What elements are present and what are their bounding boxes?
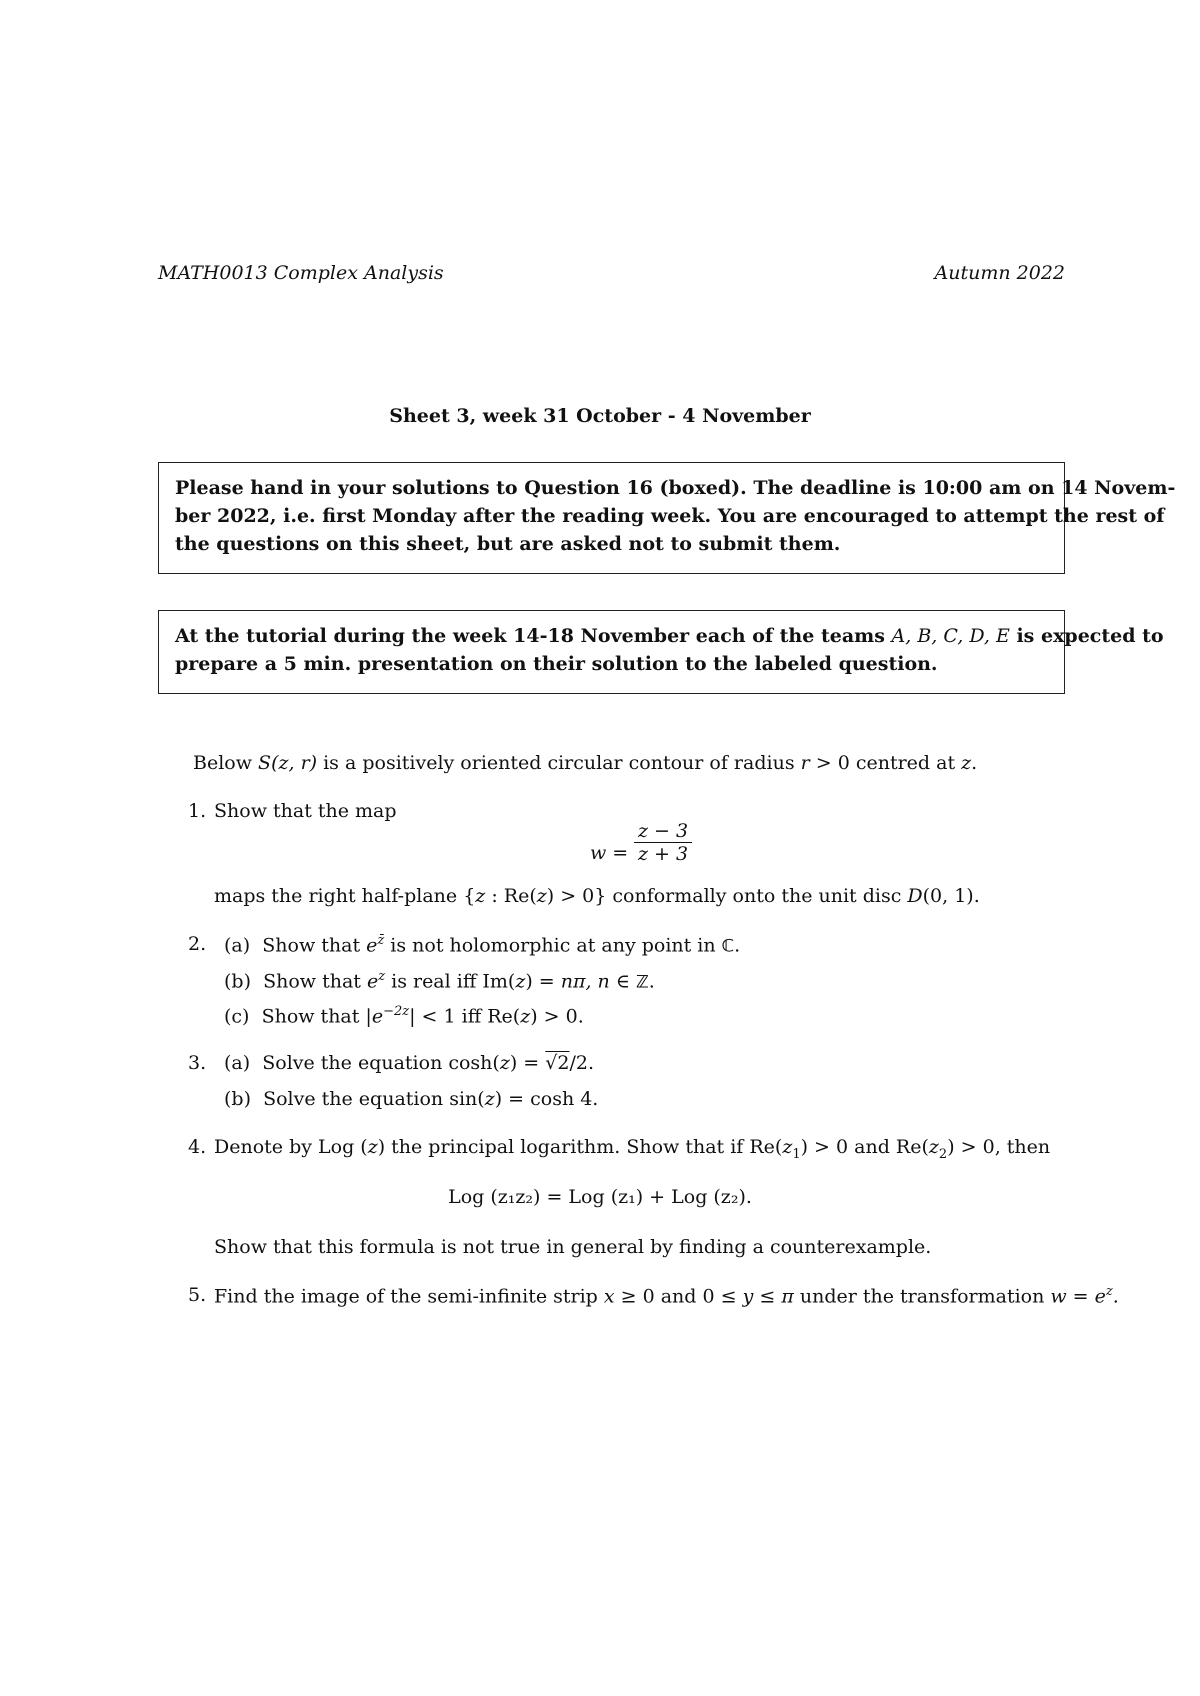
question-2b: (b) Show that $e^z$ is real iff Im(z) = nπ, n ∈ ℤ.: [224, 969, 655, 993]
question-number-3: 3.: [188, 1052, 207, 1074]
mobius-fraction: [634, 820, 692, 865]
question-3a: (a) Solve the equation cosh(z) = √2/2.: [224, 1052, 595, 1074]
fraction-numerator: z − 3: [634, 820, 692, 843]
question-number-2: 2.: [188, 933, 207, 955]
tutorial-notice-box: [158, 610, 1164, 694]
page-header: [158, 262, 1065, 292]
question-4-after: Show that this formula is not true in general by finding a counterexample.: [214, 1236, 932, 1258]
question-1-conclusion: maps the right half-plane {z : Re(z) > 0} conformally onto the unit disc D(0, 1).: [214, 885, 980, 907]
term-label: Autumn 2022: [934, 262, 1065, 284]
notice-line-1: Please hand in your solutions to Question 16 (boxed). The deadline is 10:00 am on 14 Novem-: [175, 477, 1176, 499]
notice-line-2: ber 2022, i.e. first Monday after the reading week. You are encouraged to attempt the rest of: [175, 505, 1165, 527]
intro-text: Below S(z, r) is a positively oriented circular contour of radius r > 0 centred at z.: [193, 752, 978, 774]
question-3b: (b) Solve the equation sin(z) = cosh 4.: [224, 1088, 599, 1110]
question-4-text: Denote by Log (z) the principal logarithm. Show that if $Re(z_1) > 0$ and $Re(z_2) > 0$, then: [214, 1136, 1051, 1162]
question-number-1: 1.: [188, 800, 207, 822]
fraction-denominator: z + 3: [638, 843, 689, 865]
log-formula: Log (z₁z₂) = Log (z₁) + Log (z₂).: [448, 1186, 752, 1208]
question-5-text: Find the image of the semi-infinite strip x ≥ 0 and 0 ≤ y ≤ π under the transformation $w = e^z$.: [214, 1284, 1119, 1308]
tutorial-line-1: At the tutorial during the week 14-18 November each of the teams A, B, C, D, E is expected to: [175, 625, 1164, 647]
question-number-4: 4.: [188, 1136, 207, 1158]
question-2c: (c) Show that $|e^{-2z}| < 1$ iff Re(z) > 0.: [224, 1004, 584, 1028]
sheet-title: Sheet 3, week 31 October - 4 November: [389, 405, 811, 427]
course-title: MATH0013 Complex Analysis: [158, 262, 444, 284]
question-2a: (a) Show that $e^{z̄}$ is not holomorphic at any point in ℂ.: [224, 933, 741, 957]
team-list: A, B, C, D, E: [891, 625, 1010, 647]
formula-lhs: w =: [590, 842, 629, 864]
tutorial-line-2: prepare a 5 min. presentation on their solution to the labeled question.: [175, 653, 938, 675]
question-number-5: 5.: [188, 1284, 207, 1306]
question-1-text: Show that the map: [214, 800, 397, 822]
notice-line-3: the questions on this sheet, but are asked not to submit them.: [175, 533, 841, 555]
submission-notice-box: [158, 462, 1176, 574]
